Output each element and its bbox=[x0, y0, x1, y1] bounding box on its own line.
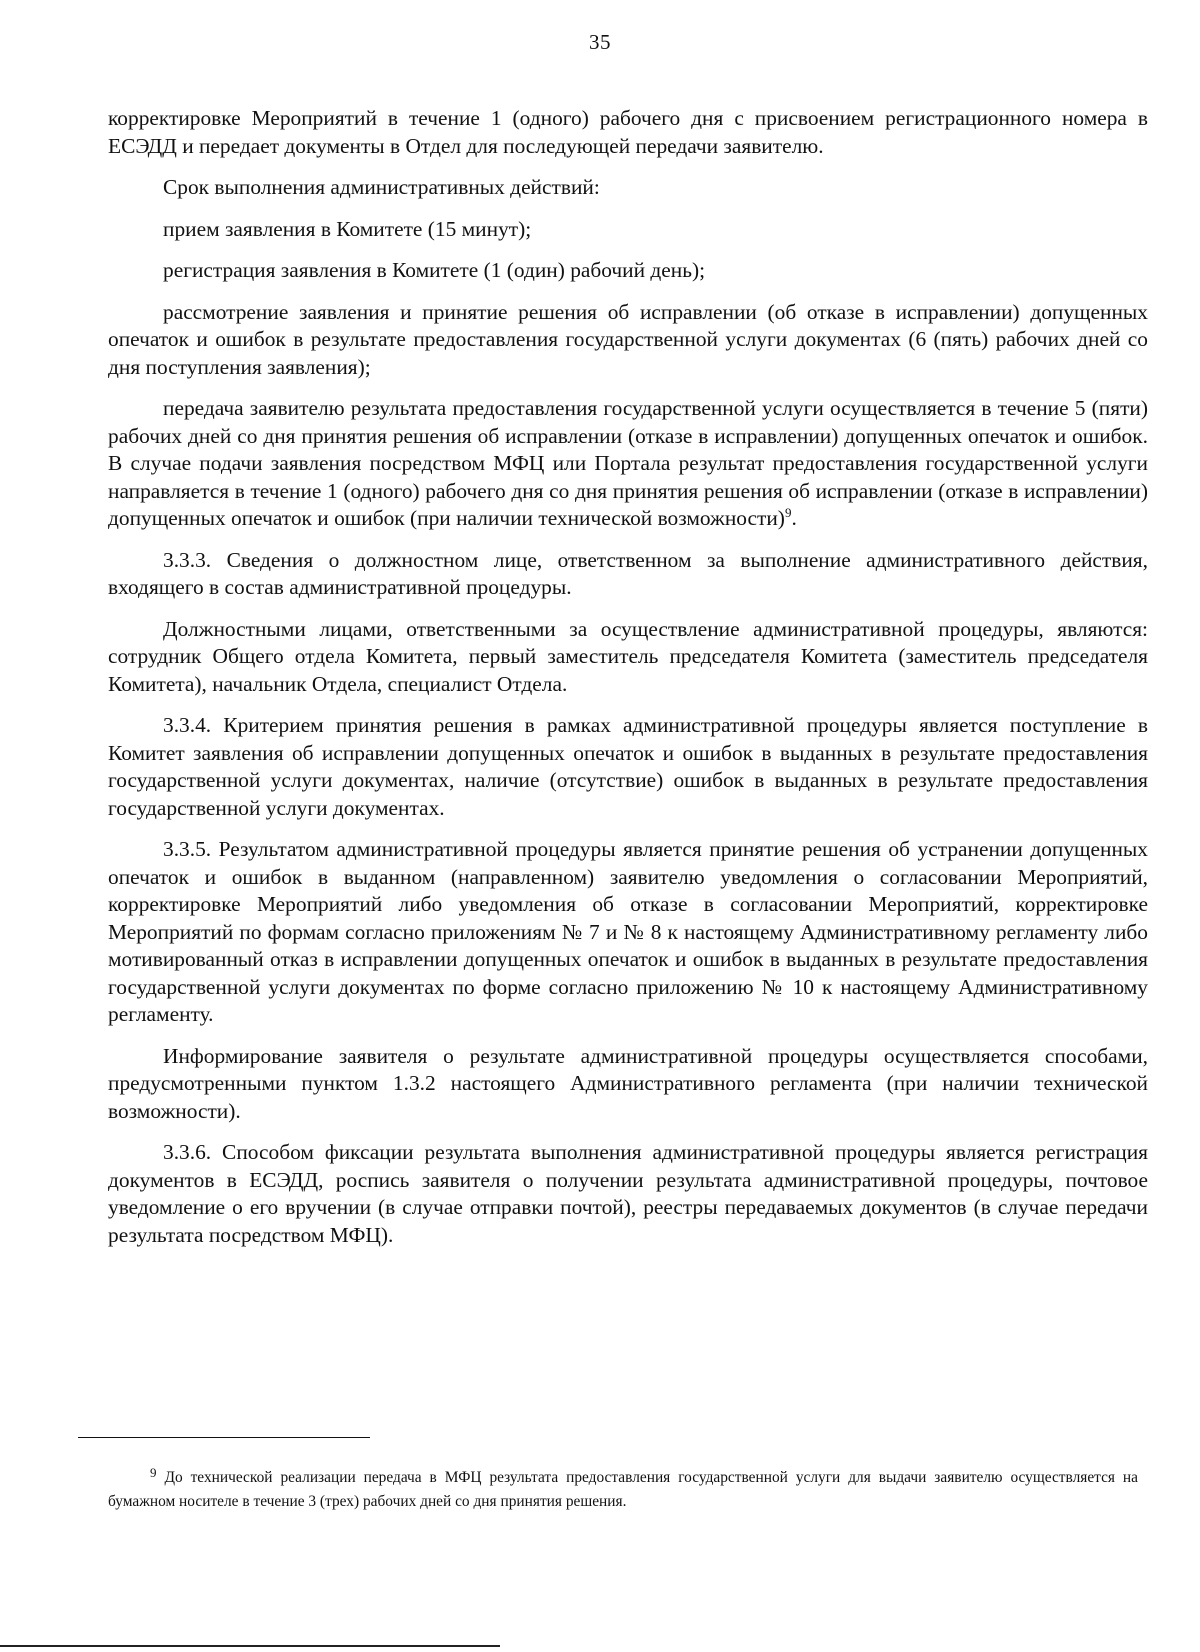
paragraph-informing: Информирование заявителя о результате административной процедуры осуществляется способами, предусмотренными пунктом 1.3.2 настоящего Административного регламента (при наличии технической возможности). bbox=[108, 1043, 1148, 1123]
paragraph-transfer-text: передача заявителю результата предоставления государственной услуги осуществляется в течение 5 (пяти) рабочих дней со дня принятия решения об исправлении (отказе в исправлении) допущенных опечаток и ошибок. В случае подачи заявления посредством МФЦ или Портала результат предоставления государственной услуги направляется в течение 1 (одного) рабочего дня со дня принятия решения об исправлении (отказе в исправлении) допущенных опечаток и ошибок (при наличии технической возможности) bbox=[108, 396, 1148, 530]
paragraph-reception: прием заявления в Комитете (15 минут); bbox=[163, 216, 532, 241]
scan-edge-line bbox=[0, 1645, 500, 1647]
paragraph-3-3-5: 3.3.5. Результатом административной процедуры является принятие решения об устранении допущенных опечаток и ошибок в выданном (направленном) заявителю уведомления о согласовании Мероприятий, корректировке Мероприятий либо уведомления об отказе в согласовании Мероприятий, корректировке Мероприятий по формам согласно приложениям № 7 и № 8 к настоящему Административному регламенту либо мотивированный отказ в исправлении допущенных опечаток и ошибок в выданных в результате предоставления государственной услуги документах по форме согласно приложению № 10 к настоящему Административному регламенту. bbox=[108, 837, 1148, 1026]
paragraph-transfer bbox=[108, 395, 1148, 533]
paragraph-3-3-6: 3.3.6. Способом фиксации результата выполнения административной процедуры является регистрация документов в ЕСЭДД, роспись заявителя о получении результата административной процедуры, почтовое уведомление о его вручении (в случае отправки почтой), реестры передаваемых документов (в случае передачи результата посредством МФЦ). bbox=[108, 1140, 1148, 1247]
document-body bbox=[108, 105, 1148, 1263]
footnote-reference: 9 bbox=[784, 504, 792, 520]
paragraph-deadline-heading: Срок выполнения административных действий: bbox=[163, 175, 600, 199]
paragraph-continuation: корректировке Мероприятий в течение 1 (одного) рабочего дня с присвоением регистрационного номера в ЕСЭДД и передает документы в Отдел для последующей передачи заявителю. bbox=[108, 106, 1148, 158]
footnote bbox=[108, 1466, 1138, 1514]
footnote-text: До технической реализации передача в МФЦ результата предоставления государственной услуги для выдачи заявителю осуществляется на бумажном носителе в течение 3 (трех) рабочих дней со дня принятия решения. bbox=[108, 1469, 1138, 1510]
paragraph-3-3-4: 3.3.4. Критерием принятия решения в рамках административной процедуры является поступление в Комитет заявления об исправлении допущенных опечаток и ошибок в выданных в результате предоставления государственной услуги документах, наличие (отсутствие) ошибок в выданных в результате предоставления государственной услуги документах. bbox=[108, 713, 1148, 820]
paragraph-registration: регистрация заявления в Комитете (1 (один) рабочий день); bbox=[163, 258, 706, 282]
paragraph-3-3-3: 3.3.3. Сведения о должностном лице, ответственном за выполнение административного действия, входящего в состав административной процедуры. bbox=[108, 547, 1148, 599]
footnote-marker: 9 bbox=[150, 1465, 157, 1480]
paragraph-review: рассмотрение заявления и принятие решения об исправлении (об отказе в исправлении) допущенных опечаток и ошибок в результате предоставления государственной услуги документах (6 (пять) рабочих дней со дня поступления заявления); bbox=[108, 299, 1148, 379]
footnote-divider bbox=[78, 1437, 370, 1438]
paragraph-officials: Должностными лицами, ответственными за осуществление административной процедуры, являются: сотрудник Общего отдела Комитета, первый заместитель председателя Комитета (заместитель председателя Комитета), начальник Отдела, специалист Отдела. bbox=[108, 616, 1148, 696]
page-number: 35 bbox=[589, 30, 611, 54]
paragraph-transfer-end: . bbox=[791, 506, 797, 530]
